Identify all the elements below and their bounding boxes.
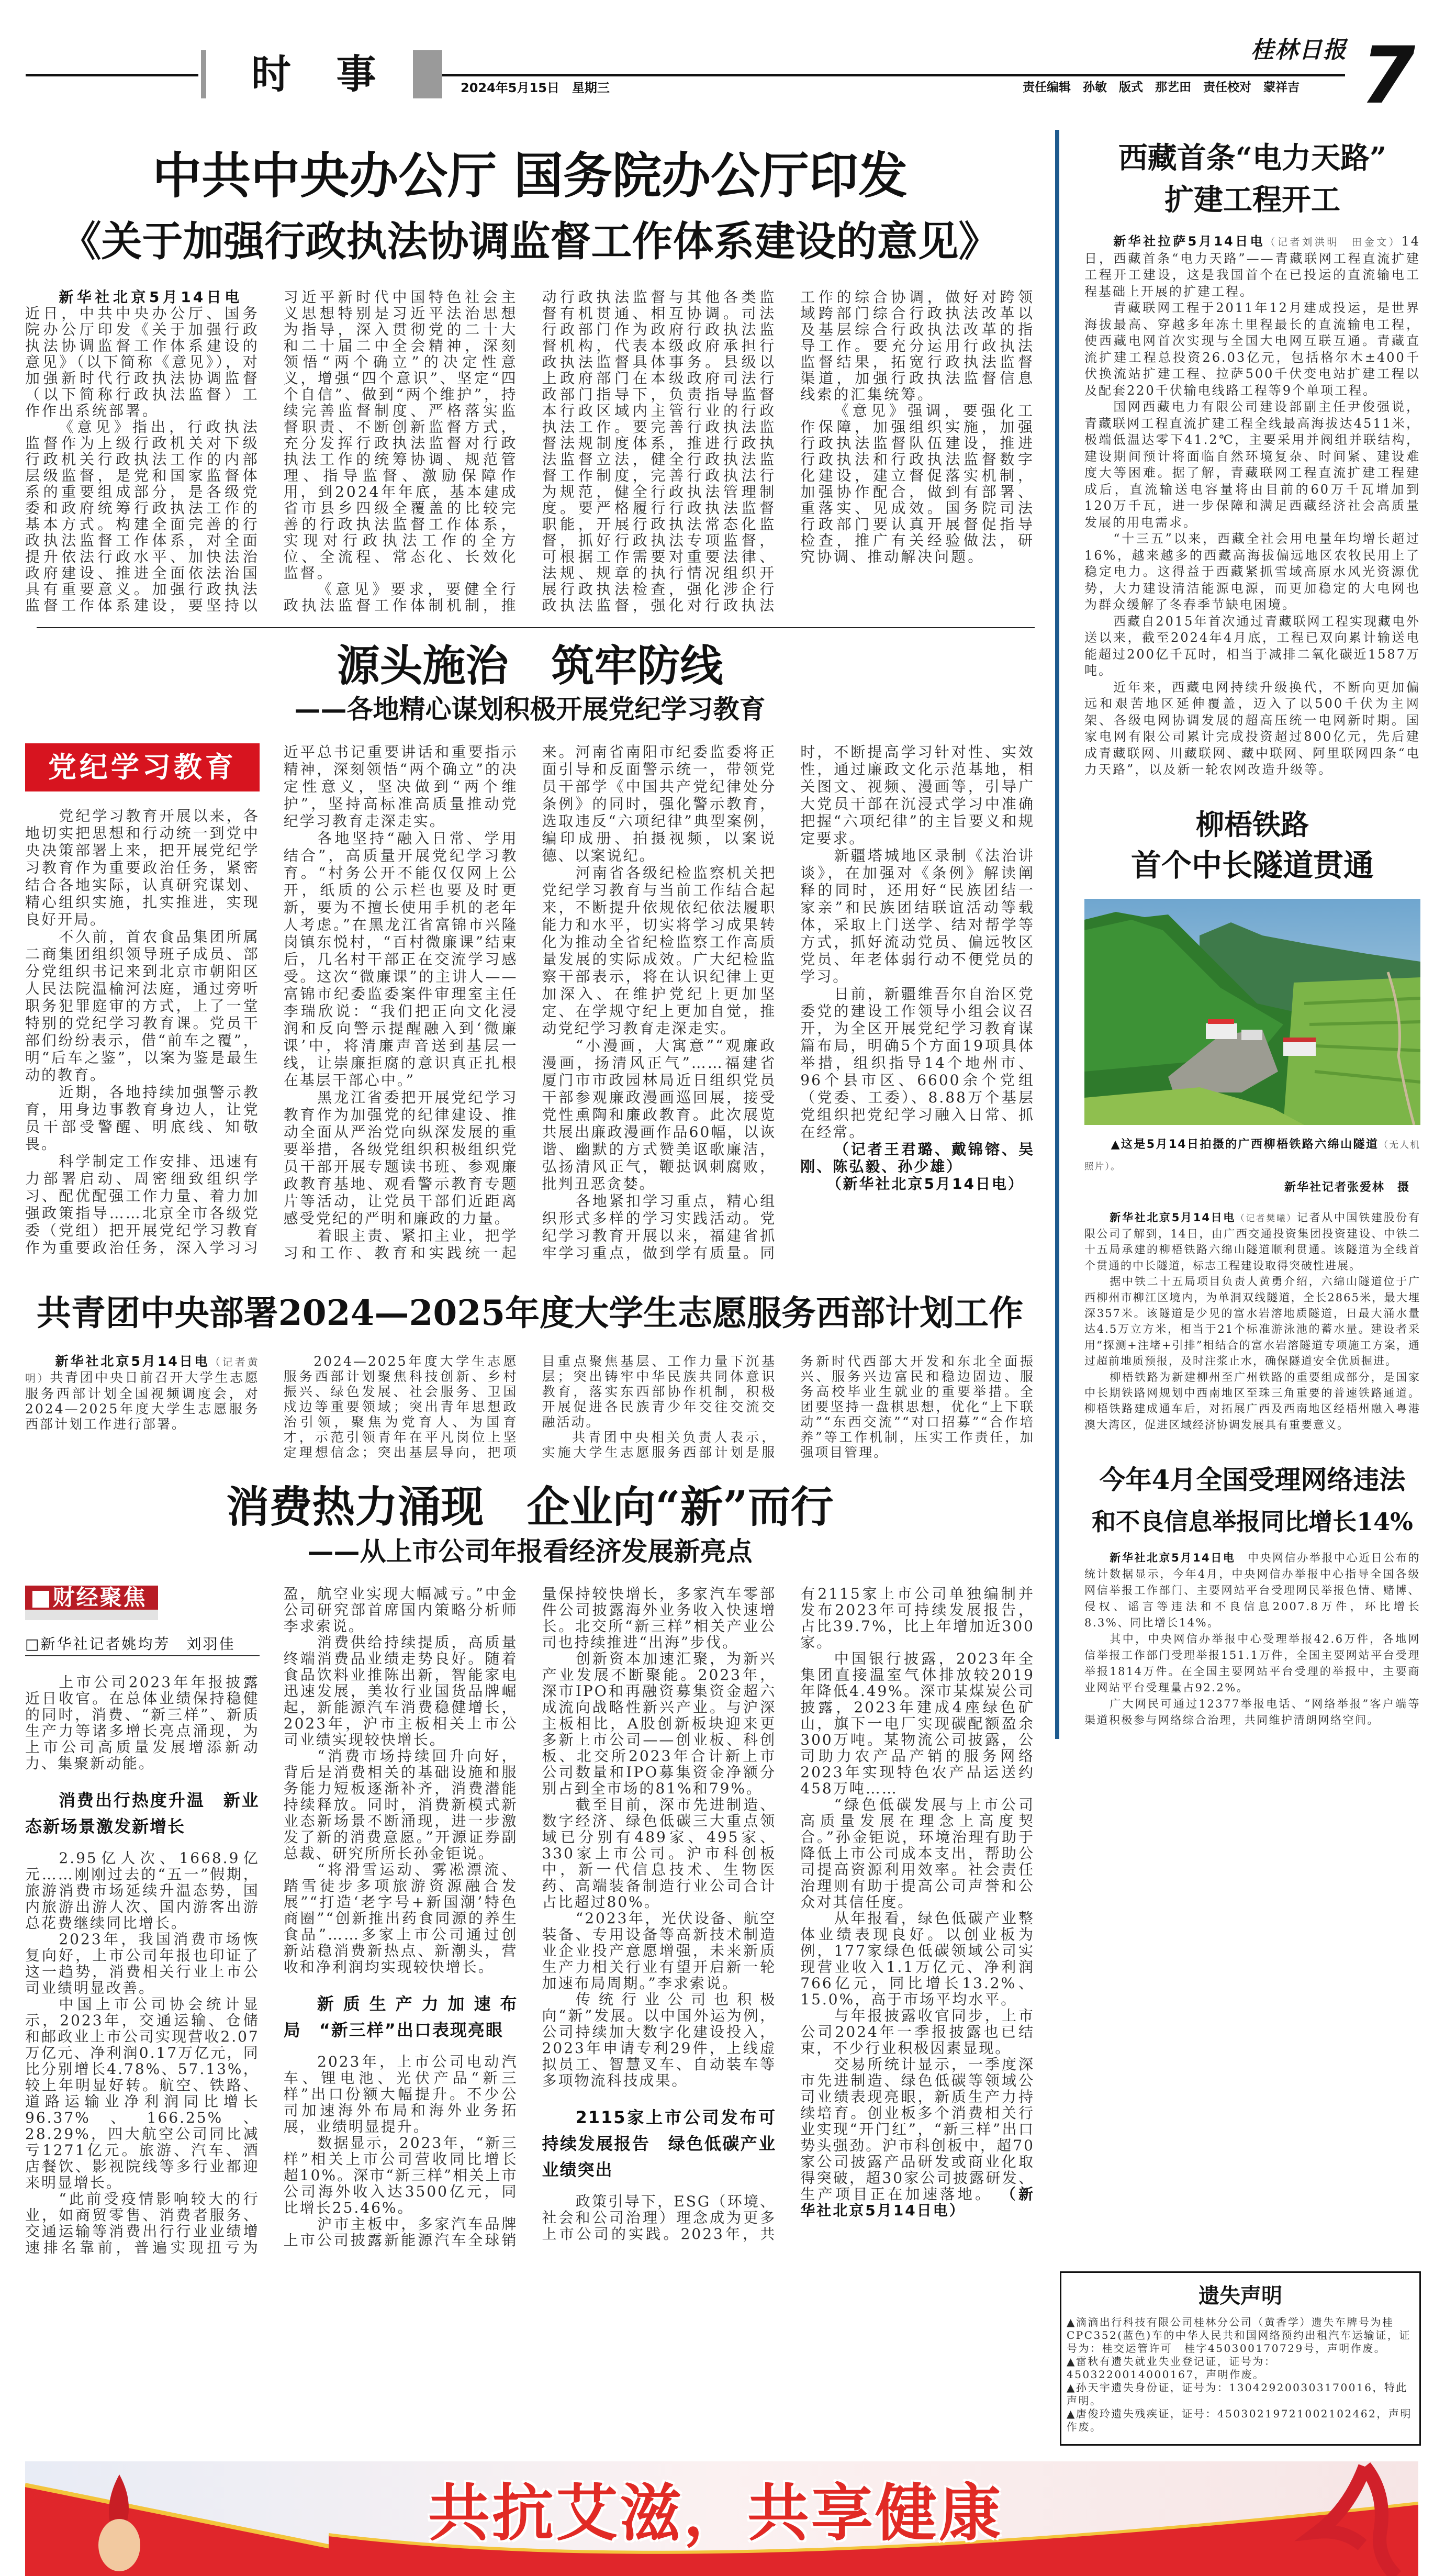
paragraph (800, 1910, 1035, 2008)
paragraph-text: ▲雷秋有遗失就业失业登记证，证号为：4503220014000167，声明作废。 (1067, 2355, 1276, 2381)
paragraph-text: 中国银行披露，2023年全集团直接温室气体排放较2019年降低4.49%。深市某煤炭公司披露，2023年建成4座绿色矿山，旗下一电厂实现碳配额盈余300万吨。某物流公司披露，公司助力农产品产销的服务网络2023年实现特色农产品运送约458万吨…… (800, 1650, 1035, 1797)
paragraph-text: “将滑雪运动、雾凇漂流、踏雪徒步多项旅游资源融合发展”“打造‘老字号+新国潮’特色商圈”“创新推出药食同源的养生食品”……多家上市公司通过创新站稳消费新热点、新潮头，营收和净利润均实现较快增长。 (283, 1861, 518, 1976)
paragraph-text: 共青团中央日前召开大学生志愿服务西部计划全国视频调度会，对2024—2025年度大学生志愿服务西部计划工作进行部署。 (25, 1370, 260, 1432)
dateline: 新华社北京5月14日电 (55, 1354, 210, 1369)
net-headline-line2: 和不良信息举报同比增长14% (1092, 1508, 1413, 1536)
source-credit: （新华社北京5月14日电） (826, 1175, 1024, 1192)
paragraph-text: 西藏自2015年首次通过青藏联网工程实现藏电外送以来，截至2024年4月底，工程已双向累计输送电能超过200亿千瓦时，相当于减排二氧化碳近1587万吨。 (1084, 614, 1420, 678)
dateline: ▲这是5月14日拍摄的广西柳梧铁路六绵山隧道 (1111, 1138, 1379, 1151)
paragraph (1084, 233, 1420, 300)
paragraph (542, 1797, 777, 1910)
paragraph (25, 1931, 260, 1996)
section-label: 党纪学习教育 (25, 743, 260, 791)
paragraph-text: 科学制定工作安排、迅速有力部署启动、周密细致组织学习、配优配强工作力量、着力加强政策指导……北京全市各级党委（党组）把开展党纪学习教育作为重要政治任务，深入学习习近平总书记重要讲话和重要指示精神，深刻领悟“两个确立”的决定性意义，坚决做到“两个维护”，坚持高标准高质量推动党纪学习教育走深走实。 (25, 743, 518, 1256)
paragraph-text: 与年报披露收官同步，上市公司2024年一季报披露也已结束，不少行业积极因素显现。 (800, 2007, 1035, 2057)
paragraph (1067, 2407, 1414, 2434)
main-row (25, 130, 1420, 2256)
paragraph-text: 近期，各地持续加强警示教育，用身边事教育身边人，让党员干部受警醒、明底线、知敬畏。 (25, 1084, 260, 1153)
paragraph-text: “此前受疫情影响较大的行业，如商贸零售、消费者服务、交通运输等消费出行行业业绩增速排名靠前，普遍实现扭亏为盈，航空业实现大幅减亏。”中金公司研究部首席国内策略分析师李求索说。 (25, 1585, 518, 2256)
paragraph (800, 2008, 1035, 2056)
paragraph (542, 1991, 777, 2089)
paragraph-text: “2023年，光伏设备、航空装备、专用设备等高新技术制造业企业投产意愿增强，未来新质生产力相关行业有望开启新一轮加速布局周期。”李求索说。 (542, 1910, 777, 1992)
paragraph (284, 2054, 518, 2135)
paragraph-text: 各地紧扣学习重点，精心组织形式多样的学习实践活动。党纪学习教育开展以来，福建省抓牢学习重点，做到学有质量。同时，不断提高学习针对性、实效性，通过廉政文化示范基地，相关图文、视频、漫画等，引导广大党员干部在沉浸式学习中准确把握“六项纪律”的主旨要义和规定要求。 (542, 743, 1035, 1262)
paragraph (1067, 2316, 1414, 2355)
paragraph (25, 1084, 260, 1153)
banner-slogan: 共抗艾滋，共享健康 (428, 2477, 1003, 2549)
paragraph-text: 据中铁二十五局项目负责人黄勇介绍，六绵山隧道位于广西柳州市柳江区境内，为单洞双线隧道，全长2865米，最大埋深357米。该隧道是少见的富水岩溶地质隧道，日最大涌水量达4.5万立方米，相当于21个标准游泳池的蓄水量。建设者采用“探测+注堵+引排”相结合的富水岩溶隧道专项施工方案，通过超前地质预报，及时注浆止水，确保隧道安全优质掘进。 (1084, 1275, 1420, 1368)
paragraph (1067, 2381, 1414, 2407)
section-divider (37, 627, 1035, 628)
dateline: 新华社北京5月14日电 (59, 288, 243, 306)
paragraph (1084, 1550, 1420, 1631)
net-article-body (1084, 1550, 1420, 1729)
paragraph (800, 403, 1035, 565)
tibet-article-body (1084, 233, 1420, 778)
paragraph-text: 柳梧铁路为新建柳州至广州铁路的重要组成部分，是国家中长期铁路网规划中西南地区至珠三角重要的普速铁路通道。柳梧铁路建成通车后，对拓展广西及西南地区经梧州融入粤港澳大湾区，促进区域经济协调发展具有重要意义。 (1084, 1370, 1420, 1431)
paragraph (1084, 1696, 1420, 1729)
paragraph-text: 消费供给持续提质，高质量终端消费品业绩走势良好。随着食品饮料业推陈出新，智能家电迅速发展，美妆行业国货品牌崛起，新能源汽车消费稳健增长，2023年，沪市主板相关上市公司业绩实现较快增长。 (283, 1634, 518, 1748)
paragraph (1084, 1631, 1420, 1696)
subheading: 新质生产力加速布局 “新三样”出口表现亮眼 (283, 1994, 518, 2040)
byline: □新华社记者姚均芳 刘羽佳 (25, 1636, 260, 1656)
paragraph-text: 2024—2025年度大学生志愿服务西部计划聚焦科技创新、乡村振兴、绿色发展、社会服务、卫国戍边等重要领域；突出青年思想政治引领，聚焦为党育人、为国育才，示范引领青年在平凡岗位上坚定理想信念；突出基层导向，把项目重点聚焦基层、工作力量下沉基层；突出铸牢中华民族共同体意识教育，落实东西部协作机制，积极开展促进各民族青少年交往交流交融活动。 (283, 1354, 777, 1460)
paragraph (25, 807, 260, 928)
source-credit: 新华社记者张爱林 摄 (1284, 1180, 1410, 1194)
party-article-body (25, 743, 1035, 1262)
paper-logo: 桂林日报 (1251, 37, 1347, 63)
party-headline: 源头施治 筑牢防线 (337, 641, 723, 691)
paragraph (25, 1354, 260, 1432)
paragraph-text: 记者从中国铁建股份有限公司了解到，14日，由广西交通投资集团投资建设、中铁二十五局承建的柳梧铁路六绵山隧道顺利贯通。该隧道为全线首个贯通的中长隧道，标志工程建设取得突破性进展。 (1084, 1211, 1420, 1272)
reporter: （记者樊曦） (1236, 1212, 1297, 1223)
paragraph-text: 从年报看，绿色低碳产业整体业绩表现良好。以创业板为例，177家绿色低碳领域公司实现营业收入1.1万亿元、净利润766亿元，同比增长13.2%、15.0%，高于市场平均水平。 (800, 1910, 1035, 2008)
paragraph (284, 1089, 518, 1227)
rail-photo-caption (1084, 1134, 1420, 1198)
paragraph-text: 中央网信办举报中心近日公布的统计数据显示，今年4月，中央网信办举报中心指导全国各级网信举报工作部门、主要网站平台受理网民举报色情、赌博、侵权、谣言等违法和不良信息2007.8万件，环比增长8.3%、同比增长14%。 (1084, 1552, 1421, 1630)
column-label: ■财经聚焦 (25, 1586, 158, 1620)
header-bar-thick (413, 50, 442, 98)
page-body (25, 130, 1420, 2576)
paragraph-text: 其中，中央网信办举报中心受理举报42.6万件，各地网信举报工作部门受理举报151.1万件，全国主要网站平台受理举报1814万件。在全国主要网站平台受理的举报中，主要商业网站平台受理量占92.2%。 (1084, 1633, 1420, 1694)
aids-awareness-banner (25, 2461, 1418, 2576)
lead-article-body (25, 289, 1035, 614)
paragraph (800, 1651, 1035, 1797)
econ-headline: 消费热力涌现 企业向“新”而行 (226, 1482, 834, 1532)
paragraph-text: “小漫画，大寓意”“观廉政漫画，扬清风正气”……福建省厦门市市政园林局近日组织党员干部参观廉政漫画巡回展，接受党性熏陶和廉政教育。此次展览共展出廉政漫画作品60幅，以诙谐、幽默的方式赞美讴歌廉洁，弘扬清风正气，鞭挞讽刺腐败，批判丑恶贪婪。 (542, 1037, 777, 1192)
paragraph-text: 2023年，我国消费市场恢复向好，上市公司年报也印证了这一趋势，消费相关行业上市公司业绩明显改善。 (25, 1931, 260, 1997)
paragraph (25, 928, 260, 1084)
paragraph (800, 2056, 1035, 2218)
paragraph (284, 1748, 518, 1861)
paragraph-text: ▲滴滴出行科技有限公司桂林分公司（黄香学）遗失车牌号为桂CPC352(蓝色)车的中华人民共和国网络预约出租汽车运输证，证号为：桂交运管许可 桂字450300170729号，声明作废。 (1067, 2316, 1411, 2355)
paragraph (800, 985, 1035, 1141)
paragraph (542, 1037, 777, 1192)
paragraph (1084, 1134, 1420, 1177)
left-main-area (25, 130, 1035, 2256)
paragraph (1084, 614, 1420, 679)
paragraph (800, 1797, 1035, 1910)
paragraph-text: “十三五”以来，西藏全社会用电量年均增长超过16%，越来越多的西藏高海拔偏远地区农牧民用上了稳定电力。这得益于西藏紧抓雪域高原水风光资源优势，大力建设清洁能源电源，而更加稳定的大电网也为群众缓解了冬春季节缺电困境。 (1084, 531, 1420, 612)
paragraph-text: 《意见》强调，要强化工作保障，加强组织实施，加强行政执法监督队伍建设，推进行政执法和行政执法监督数字化建设，建立督促落实机制，加强协作配合，做到有部署、重落实、见成效。国务院司法行政部门要认真开展督促指导检查，推广有关经验做法，研究协调、推动解决问题。 (800, 402, 1035, 565)
reporter: （无人机照片）。 (1084, 1140, 1420, 1172)
youth-headline: 共青团中央部署2024—2025年度大学生志愿服务西部计划工作 (36, 1292, 1024, 1333)
header-bar-thin (201, 50, 206, 98)
lead-headline-line1: 中共中央办公厅 国务院办公厅印发 (152, 148, 908, 205)
paragraph-text: 近日，中共中央办公厅、国务院办公厅印发《关于加强行政执法协调监督工作体系建设的意见》（以下简称《意见》），对加强新时代行政执法协调监督（以下简称行政执法监督）工作作出系统部署。 (25, 288, 260, 419)
subheading: 2115家上市公司发布可持续发展报告 绿色低碳产业业绩突出 (542, 2107, 777, 2180)
paragraph (1084, 1369, 1420, 1433)
paragraph-text: 创新资本加速汇聚，为新兴产业发展不断聚能。2023年，深市IPO和再融资募集资金超六成流向战略性新兴产业。与沪深主板相比，A股创新板块迎来更多新上市公司——创业板、科创板、北交所2023年合计新上市公司数量和IPO募集资金净额分别占到全市场的81%和79%。 (542, 1650, 777, 1797)
editor-credits: 责任编辑 孙敏 版式 那艺田 责任校对 蒙祥吉 (1023, 81, 1300, 94)
page-number: 7 (1361, 30, 1416, 121)
paragraph (1084, 1210, 1420, 1274)
rail-article-body (1084, 1210, 1420, 1433)
paragraph (25, 1996, 260, 2191)
paragraph-text: 14日，西藏首条“电力天路”——青藏联网工程直流扩建工程开工建设，这是我国首个在已投运的直流输电工程基础上开展的扩建工程。 (1084, 234, 1420, 299)
paragraph (1084, 531, 1420, 614)
econ-subheadline: ——从上市公司年报看经济发展新亮点 (307, 1536, 753, 1567)
paragraph (1084, 1274, 1420, 1369)
econ-article-body (25, 1586, 1035, 2256)
paragraph (25, 289, 260, 419)
source-credit: （新华社北京5月14日电） (800, 2185, 1035, 2219)
net-headline-line1: 今年4月全国受理网络违法 (1099, 1464, 1406, 1496)
paragraph-text: 数据显示，2023年，“新三样”相关上市公司营收同比增长超10%。深市“新三样”相关上市公司海外收入达3500亿元，同比增长25.46%。 (283, 2134, 518, 2216)
paragraph (284, 1861, 518, 1975)
lost-notice-list (1067, 2316, 1414, 2434)
subheading: 消费出行热度升温 新业态新场景激发新增长 (25, 1790, 260, 1836)
dateline: 新华社拉萨5月14日电 (1113, 234, 1265, 249)
issue-date: 2024年5月15日 星期三 (461, 81, 610, 95)
paragraph-text: 青藏联网工程于2011年12月建成投运，是世界海拔最高、穿越多年冻土里程最长的直流输电工程，使西藏电网首次实现与全国大电网互联互通。青藏直流扩建工程总投资26.03亿元，包括格尔木±400千伏换流站扩建工程、拉萨500千伏变电站扩建工程以及配套220千伏输电线路工程等9个单项工程。 (1084, 300, 1420, 398)
paragraph-text: 不久前，首农食品集团所属二商集团组织领导班子成员、部分党组织书记来到北京市朝阳区人民法院温榆河法庭，通过旁听职务犯罪庭审的方式，上了一堂特别的党纪学习教育课。党员干部们纷纷表示，借“前车之覆”，明“后车之鉴”，以案为鉴是最生动的教育。 (25, 928, 260, 1084)
paragraph-text: 2023年，上市公司电动汽车、锂电池、光伏产品“新三样”出口份额大幅提升。不少公司加速海外布局和海外业务拓展，业绩明显提升。 (283, 2053, 518, 2135)
paragraph-text: 广大网民可通过12377举报电话、“网络举报”客户端等渠道积极参与网络综合治理，共同维护清朗网络空间。 (1084, 1698, 1420, 1727)
paragraph (542, 1651, 777, 1797)
dateline: 新华社北京5月14日电 (1110, 1211, 1236, 1224)
reporter-credit: （记者王君璐、戴锦镕、吴刚、陈弘毅、孙少雄） (800, 1141, 1035, 1175)
paragraph-text: 党纪学习教育开展以来，各地切实把思想和行动统一到党中央决策部署上来，把开展党纪学习教育作为重要政治任务，紧密结合各地实际，认真研究谋划、精心组织实施，扎实推进，实现良好开局。 (25, 807, 260, 928)
paragraph-text: 各地坚持“融入日常、学用结合”，高质量开展党纪学习教育。“村务公开不能仅仅网上公开，纸质的公示栏也要及时更新，要为不擅长使用手机的老年人考虑。”在黑龙江省富锦市兴隆岗镇东悦村，“百村微廉课”结束后，几名村干部正在交流学习感受。这次“微廉课”的主讲人——富锦市纪委监委案件审理室主任李瑞欣说：“我们把正向文化浸润和反向警示提醒融入到‘微廉课’中，将清廉声音送到基层一线，让崇廉拒腐的意识真正扎根在基层干部心中。” (283, 830, 518, 1089)
paragraph-text: 上市公司2023年年报披露近日收官。在总体业绩保持稳健的同时，消费、“新三样”、新质生产力等诸多增长亮点涌现，为上市公司高质量发展增添新动力、集聚新动能。 (25, 1674, 260, 1772)
youth-article-body (25, 1354, 1035, 1460)
paragraph-text: 《意见》指出，行政执法监督作为上级行政机关对下级行政机关行政执法工作的内部层级监督，是党和国家监督体系的重要组成部分，是各级党委和政府统筹行政执法工作的基本方式。构建全面完善的行政执法监督工作体系，对全面提升依法行政水平、加快法治政府建设、推进全面依法治国具有重要意义。加强行政执法监督工作体系建设，要坚持以习近平新时代中国特色社会主义思想特别是习近平法治思想为指导，深入贯彻党的二十大和二十届二中全会精神，深刻领悟“两个确立”的决定性意义，增强“四个意识”、坚定“四个自信”、做到“两个维护”，持续完善监督制度、严格落实监督职责、不断创新监督方式，充分发挥行政执法监督对行政执法工作的统筹协调、规范管理、指导监督、激励保障作用，到2024年年底，基本建成省市县乡四级全覆盖的比较完善的行政执法监督工作体系，实现对行政执法工作的全方位、全流程、常态化、长效化监督。 (25, 288, 518, 614)
header-rule-right (442, 74, 1345, 76)
header-rule-left (26, 74, 198, 76)
paragraph-text: 传统行业公司也积极向“新”发展。以中国外运为例，公司持续加大数字化建设投入，2023年申请专利29件，上线虚拟员工、智慧叉车、自动装车等多项物流科技成果。 (542, 1991, 777, 2089)
paragraph-text: 着眼主责、紧扣主业，把学习和工作、教育和实践统一起来。河南省南阳市纪委监委将正面引导和反面警示统一，带领党员干部学《中国共产党纪律处分条例》的同时，强化警示教育，选取违反“六项纪律”典型案例，编印成册、拍摄视频，以案说德、以案说纪。 (283, 743, 777, 1262)
rail-headline-line2: 首个中长隧道贯通 (1130, 847, 1374, 883)
rail-headline-line1: 柳梧铁路 (1196, 807, 1309, 841)
paragraph-text: 共青团中央相关负责人表示，实施大学生志愿服务西部计划是服务新时代西部大开发和东北全面振兴、服务兴边富民和稳边固边、服务高校毕业生就业的重要举措。全团要坚持一盘棋思想，优化“上下联动”“东西交流”“对口招募”“合作培养”等工作机制，压实工作责任，加强项目管理。 (542, 1354, 1035, 1460)
paragraph-text: 沪市主板中，多家汽车品牌上市公司披露新能源汽车全球销量保持较快增长，多家汽车零部件公司披露海外业务收入快速增长。北交所“新三样”相关产业公司也持续推进“出海”步伐。 (283, 1585, 777, 2249)
paragraph-text: 政策引导下，ESG（环境、社会和公司治理）理念成为更多上市公司的实践。2023年，共有2115家上市公司单独编制并发布2023年可持续发展报告，占比39.7%，比上年增加近300家。 (542, 1585, 1035, 2243)
paragraph (542, 1910, 777, 1991)
paragraph (542, 864, 777, 1037)
paragraph-text: 2.95亿人次、1668.9亿元……刚刚过去的“五一”假期，旅游消费市场延续升温态势，国内旅游出游人次、国内游客出游总花费继续同比增长。 (25, 1849, 260, 1932)
paragraph (800, 847, 1035, 985)
tibet-headline-line2: 扩建工程开工 (1164, 183, 1340, 217)
paragraph-text: ▲孙天宇遗失身份证，证号为：130429200303170016，特此声明。 (1067, 2381, 1408, 2407)
right-column (1055, 130, 1420, 1739)
paragraph (284, 830, 518, 1089)
lost-notice-title: 遗失声明 (1198, 2284, 1282, 2308)
paragraph-text: 国网西藏电力有限公司建设部副主任尹俊强说，青藏联网工程直流扩建工程全线最高海拔达4511米，极端低温达零下41.2℃，主要采用并阀组并联结构，建设期间预计将面临自然环境复杂、时间紧、建设难度大等困难。据了解，青藏联网工程直流扩建工程建成后，直流输送电容量将由目前的60万千瓦增加到120万千瓦，进一步保障和满足西藏经济社会高质量发展的用电需求。 (1084, 399, 1420, 530)
paragraph-text: 交易所统计显示，一季度深市先进制造、绿色低碳等领域公司业绩表现亮眼，新质生产力持续培育。创业板多个消费相关行业实现“开门红”，“新三样”出口势头强劲。沪市科创板中，超70家公司披露产品研发或商业化取得突破，超30家公司披露研发、生产项目正在加速落地。 (800, 2056, 1035, 2203)
paragraph (1067, 2355, 1414, 2381)
paragraph (1084, 300, 1420, 399)
paragraph (284, 1634, 518, 1748)
paragraph (25, 1850, 260, 1931)
paragraph-text: 河南省各级纪检监察机关把党纪学习教育与当前工作结合起来，不断提升依规依纪依法履职能力和水平，切实将学习成果转化为推动全省纪检监察工作高质量发展的实际成效。广大纪检监察干部表示，将在认识纪律上更加深入、在维护党纪上更加坚定、在学规守纪上更加自觉，推动党纪学习教育走深走实。 (542, 864, 777, 1037)
paragraph-text: “消费市场持续回升向好，背后是消费相关的基础设施和服务能力短板逐渐补齐，消费潜能持续释放。同时，消费新模式新业态新场景不断涌现，进一步激发了新的消费意愿。”开源证券副总裁、研究所所长孙金钜说。 (283, 1747, 518, 1862)
paragraph-text: 《意见》要求，要健全行政执法监督工作体制机制，推动行政执法监督与其他各类监督有机贯通、相互协调。司法行政部门作为政府行政执法监督机构，代表本级政府承担行政执法监督具体事务。县级以上政府部门在本级政府司法行政部门指导下，负责指导监督本行政区域内主管行业的行政执法工作。要完善行政执法监督法规制度体系，推进行政执法监督立法，健全行政执法监督工作制度，完善行政执法行为规范，健全行政执法管理制度。要严格履行行政执法监督职能，开展行政执法常态化监督，抓好行政执法专项监督，可根据工作需要对重要法律、法规、规章的执行情况组织开展行政执法检查，强化涉企行政执法监督，强化对行政执法工作的综合协调，做好对跨领域跨部门综合行政执法改革以及基层综合行政执法改革的指导工作。要充分运用行政执法监督结果，拓宽行政执法监督渠道，加强行政执法监督信息线索的汇集统筹。 (283, 288, 1035, 614)
paragraph-text: ▲唐俊玲遗失残疾证，证号：450302197210021024​62，声明作废。 (1067, 2407, 1412, 2433)
paragraph (1084, 399, 1420, 531)
reporter: （记者刘洪明 田金文） (1265, 236, 1402, 248)
party-subheadline: ——各地精心谋划积极开展党纪学习教育 (294, 694, 766, 724)
paragraph (25, 1674, 260, 1771)
dateline: 新华社北京5月14日电 (1110, 1552, 1236, 1565)
paragraph-text: 新疆塔城地区录制《法治讲谈》，在加强对《条例》解读阐释的同时，还用好“民族团结一家亲”和民族团结联谊活动等载体，采取上门送学、结对帮学等方式，抓好流动党员、偏远牧区党员、年老体弱行动不便党员的学习。 (800, 847, 1035, 985)
tibet-headline-line1: 西藏首条“电力天路” (1118, 141, 1387, 175)
paragraph-text: 中国上市公司协会统计显示，2023年，交通运输、仓储和邮政业上市公司实现营收2.07万亿元、净利润0.17万亿元，同比分别增长4.78%、57.13%，较上年明显好转。航空、铁路、道路运输业净利润同比增长96.37%、166.25%、28.29%，四大航空公司同比减亏1271亿元。旅游、汽车、酒店餐饮、影视院线等多行业都迎来明显增长。 (25, 1995, 260, 2191)
paragraph (284, 2135, 518, 2216)
reporter: （记者黄明） (25, 1356, 260, 1385)
lost-notice-box (1060, 2271, 1421, 2446)
section-title: 时 事 (251, 51, 392, 97)
paragraph-text: 近年来，西藏电网持续升级换代，不断向更加偏远和艰苦地区延伸覆盖，迈入了以500千伏为主网架、各级电网协调发展的超高压统一电网新时期。国家电网有限公司累计完成投资超过800亿元，先后建成青藏联网、川藏联网、藏中联网、阿里联网四条“电力天路”，以及新一轮农网改造升级等。 (1084, 679, 1420, 777)
paragraph (1084, 679, 1420, 778)
paragraph-text: “绿色低碳发展与上市公司高质量发展在理念上高度契合。”孙金钜说，环境治理有助于降低上市公司成本支出，帮助公司提高资源利用效率。社会责任治理则有助于提高公司声誉和公众对其信任度。 (800, 1796, 1035, 1911)
paragraph-text: 日前，新疆维吾尔自治区党委党的建设工作领导小组会议召开，为全区开展党纪学习教育谋篇布局，明确5个方面19项具体举措，组织指导14个地州市、96个县市区、6600余个党组（党委、工委）、8.88万个基层党组织把党纪学习融入日常、抓在经常。 (800, 985, 1035, 1141)
tunnel-photo (1084, 899, 1420, 1125)
lead-headline-line2: 《关于加强行政执法协调监督工作体系建设的意见》 (60, 218, 1000, 265)
paragraph-text: 截至目前，深市先进制造、数字经济、绿色低碳三大重点领域已分别有489家、495家、330家上市公司。沪市科创板中，新一代信息技术、生物医药、高端装备制造行业公司合计占比超过80%。 (542, 1796, 777, 1911)
paragraph-text: 黑龙江省委把开展党纪学习教育作为加强党的纪律建设、推动全面从严治党向纵深发展的重要举措，各级党组织积极组织党员干部开展专题读书班、参观廉政教育基地、观看警示教育专题片等活动，让党员干部们近距离感受党纪的严明和廉政的力量。 (283, 1089, 518, 1227)
